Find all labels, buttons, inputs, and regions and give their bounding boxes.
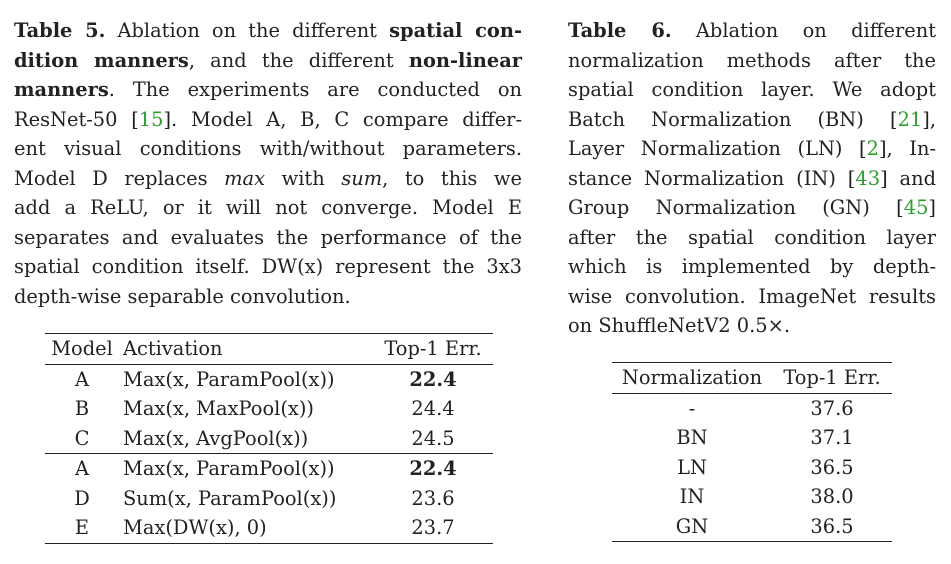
citation-link[interactable]: 45 (903, 196, 929, 219)
table-row (612, 423, 892, 453)
cell-err: 22.4 (373, 454, 493, 484)
table-row (45, 394, 493, 424)
table-row (45, 424, 493, 454)
cell-err: 24.4 (411, 397, 455, 420)
header-top1-err: Top-1 Err. (373, 334, 493, 365)
citation-link[interactable]: 43 (855, 166, 881, 190)
cell-err: 23.6 (411, 486, 455, 510)
table-row (612, 512, 892, 542)
cell-normalization: BN (676, 426, 708, 449)
table-row (612, 482, 892, 512)
cell-activation: Max(x, MaxPool(x)) (123, 397, 314, 420)
cell-err: 38.0 (810, 485, 854, 508)
cell-normalization: GN (675, 514, 709, 538)
table-row (45, 513, 493, 543)
citation-link[interactable]: 2 (866, 137, 879, 160)
cell-activation: Max(x, AvgPool(x)) (123, 426, 309, 450)
cell-model: A (74, 367, 89, 391)
cell-activation: Max(x, ParamPool(x)) (119, 454, 373, 484)
header-normalization: Normalization (612, 363, 772, 394)
cell-normalization: IN (679, 485, 705, 508)
header-top1-err: Top-1 Err. (772, 363, 892, 394)
table-row (612, 393, 892, 423)
cell-model: C (74, 426, 90, 450)
cell-activation: Max(x, ParamPool(x)) (123, 367, 335, 391)
cell-err: 24.5 (411, 426, 455, 450)
cell-activation: Sum(x, ParamPool(x)) (123, 486, 337, 510)
table6-caption: Table 6. Ablation on different normalization methods after the spatial condition layer. We adopt Batch Normalization (BN) [21], Layer Normalization (LN) [2], In- stance Normalization (IN) [43] and Group Normalization (GN) [45] after the spatial condition layer which is implemented by depth- wise convolution. ImageNet results on ShuffleNetV2 0.5×. (568, 19, 936, 337)
cell-normalization: LN (677, 455, 707, 479)
table-row (612, 453, 892, 483)
cell-err: 23.7 (411, 516, 455, 539)
cell-err: 36.5 (810, 455, 854, 479)
table-row (45, 364, 493, 394)
citation-link[interactable]: 21 (897, 107, 923, 131)
citation-link[interactable]: 15 (138, 107, 164, 131)
table5 (45, 333, 493, 544)
cell-err: 22.4 (409, 367, 457, 391)
table-header-row (612, 363, 892, 394)
table5-caption: Table 5. Ablation on the different spatial con- dition manners, and the different non-linear manners. The experiments are conducted on ResNet-50 [15]. Model A, B, C compare differ- ent visual conditions with/without parameters. Model D replaces max with sum, to this we add a ReLU, or it will not converge. Model E separates and evaluates the performance of the spatial condition itself. DW(x) represent the 3x3 depth-wise separable convolution. (14, 19, 523, 308)
cell-err: 37.6 (810, 396, 854, 420)
table-header-row (45, 334, 493, 365)
cell-model: E (74, 516, 90, 539)
cell-normalization: - (688, 396, 696, 420)
cell-err: 37.1 (810, 426, 854, 449)
header-activation: Activation (119, 334, 373, 365)
cell-activation: Max(DW(x), 0) (123, 516, 267, 539)
cell-err: 36.5 (810, 514, 854, 538)
table-row (45, 484, 493, 514)
table-row (45, 454, 493, 484)
cell-model: B (74, 397, 90, 420)
cell-model: D (74, 486, 90, 510)
table6 (612, 362, 892, 542)
header-model: Model (45, 334, 119, 365)
cell-model: A (45, 454, 119, 484)
